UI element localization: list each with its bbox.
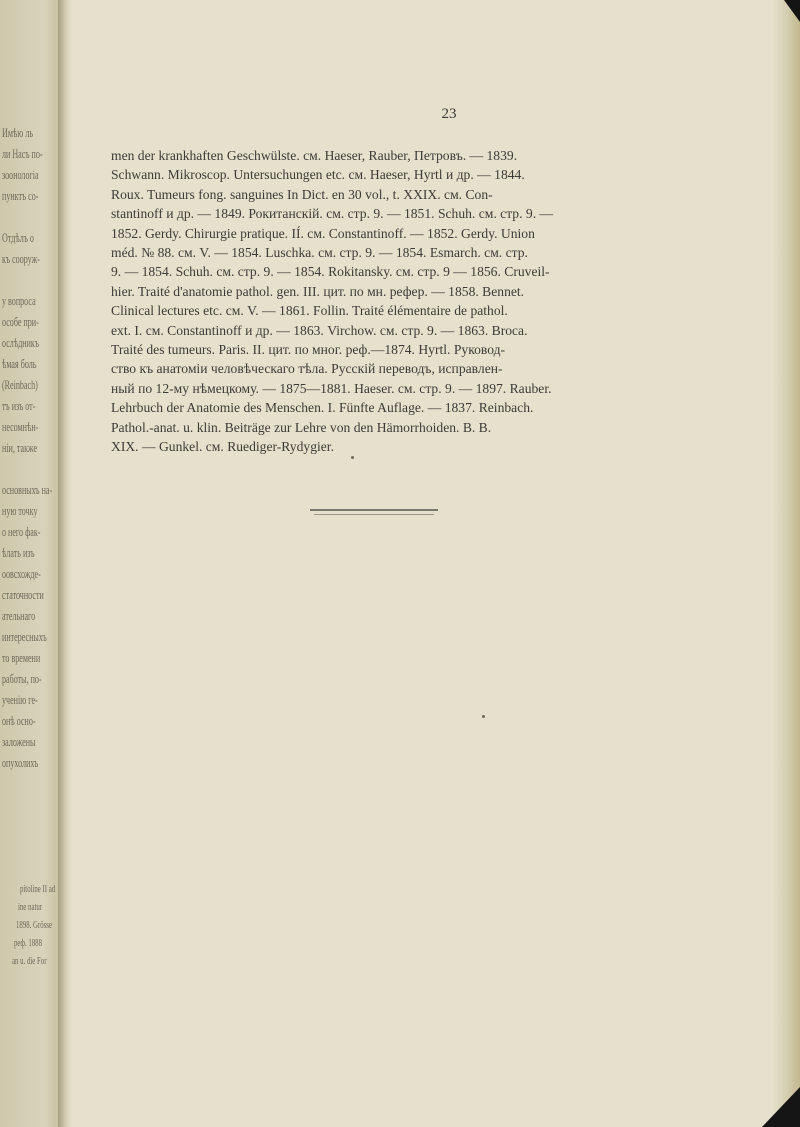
bleed-fragment: ную точку [2, 503, 38, 518]
bleed-fragment: (Reinbach) [2, 377, 38, 392]
bleed-fragment: ѣмая боль [2, 356, 37, 371]
bleed-fragment: основныхъ на- [2, 482, 53, 497]
text-line: méd. № 88. см. V. — 1854. Luschka. см. стр. 9. — 1854. Esmarch. см. стр. [111, 245, 528, 261]
page-number: 23 [441, 106, 457, 122]
bleed-fragment: ученію ге- [2, 692, 38, 707]
bleed-fragment: Отдѣлъ о [2, 230, 34, 245]
paper-speck [351, 456, 354, 459]
bleed-fragment: заложены [2, 734, 36, 749]
bleed-fragment: у вопроса [2, 293, 36, 308]
bleed-fragment: о него фак- [2, 524, 41, 539]
bleed-fragment: an u. die For [12, 955, 47, 967]
bleed-fragment: интересныхъ [2, 629, 47, 644]
text-line: 1852. Gerdy. Chirurgie pratique. IÍ. см. Constantinoff. — 1852. Gerdy. Union [111, 225, 535, 241]
text-line: hier. Traité d'anatomie pathol. gen. III. цит. по мн. рефер. — 1858. Bennet. [111, 283, 525, 299]
bleed-fragment: pitoline II ad [20, 883, 56, 895]
bleed-fragment: особе при- [2, 314, 39, 329]
bleed-fragment: ли Насъ по- [2, 146, 43, 161]
bleed-fragment: ніи, также [2, 440, 38, 455]
bleed-fragment: работы, по- [2, 671, 42, 686]
text-line: XIX. — Gunkel. см. Ruediger-Rydygier. [111, 439, 334, 455]
bleed-fragment: то времени [2, 650, 41, 665]
corner-shadow-bottom [762, 1087, 800, 1127]
bleed-fragment: ine natur [18, 901, 43, 913]
section-rule [310, 509, 438, 511]
text-line: Schwann. Mikroscop. Untersuchungen etc. см. Haeser, Hyrtl и др. — 1844. [111, 167, 525, 183]
bleed-fragment: ослѣдникъ [2, 335, 40, 350]
previous-page-bleed [0, 0, 62, 1127]
text-line: Traité des tumeurs. Paris. II. цит. по мног. реф.—1874. Hyrtl. Руковод- [111, 342, 506, 358]
bleed-fragment: опухолихъ [2, 755, 39, 770]
bleed-fragment: пунктъ со- [2, 188, 39, 203]
text-line: Clinical lectures etc. см. V. — 1861. Follin. Traité élémentaire de pathol. [111, 303, 508, 319]
bleed-fragment: статочности [2, 587, 44, 602]
bleed-fragment: къ сооруж- [2, 251, 40, 266]
bleed-fragment: 1898. Grösse [16, 919, 52, 931]
bibliography-text [111, 146, 623, 457]
bleed-fragment: зоонологіа [2, 167, 39, 182]
text-line: stantinoff и др. — 1849. Рокитанскій. см. стр. 9. — 1851. Schuh. см. стр. 9. — [111, 206, 554, 222]
text-line: ный по 12-му нѣмецкому. — 1875—1881. Haeser. см. стр. 9. — 1897. Rauber. [111, 380, 552, 396]
text-line: ext. I. см. Constantinoff и др. — 1863. Virchow. см. стр. 9. — 1863. Broca. [111, 322, 528, 338]
bleed-fragment: оовсхожде- [2, 566, 41, 581]
text-line: Pathol.-anat. u. klin. Beiträge zur Lehre von den Hämorrhoiden. B. B. [111, 419, 492, 435]
bleed-fragment: несомнѣн- [2, 419, 39, 434]
section-rule-thin [314, 514, 434, 515]
bleed-fragment: ательнаго [2, 608, 36, 623]
text-line: 9. — 1854. Schuh. см. стр. 9. — 1854. Rokitansky. см. стр. 9 — 1856. Cruveil- [111, 264, 550, 280]
bleed-fragment: тъ изъ от- [2, 398, 36, 413]
text-line: men der krankhaften Geschwülste. см. Haeser, Rauber, Петровъ. — 1839. [111, 148, 518, 163]
page-gutter [58, 0, 72, 1127]
bleed-fragment: ѣлать изъ [2, 545, 35, 560]
text-line: Roux. Tumeurs fong. sanguines In Dict. en 30 vol., t. XXIX. см. Con- [111, 186, 493, 202]
bleed-fragment: Имѣю ль [2, 125, 34, 140]
bleed-fragment: реф. 1888 [14, 937, 42, 949]
page-right-edge [772, 0, 800, 1127]
corner-shadow-top [784, 0, 800, 22]
text-line: Lehrbuch der Anatomie des Menschen. I. Fünfte Auflage. — 1837. Reinbach. [111, 400, 534, 416]
bleed-fragment: онѣ осно- [2, 713, 36, 728]
paper-speck [482, 715, 485, 718]
text-line: ство къ анатоміи человѣческаго тѣла. Русскій переводъ, исправлен- [111, 361, 503, 377]
